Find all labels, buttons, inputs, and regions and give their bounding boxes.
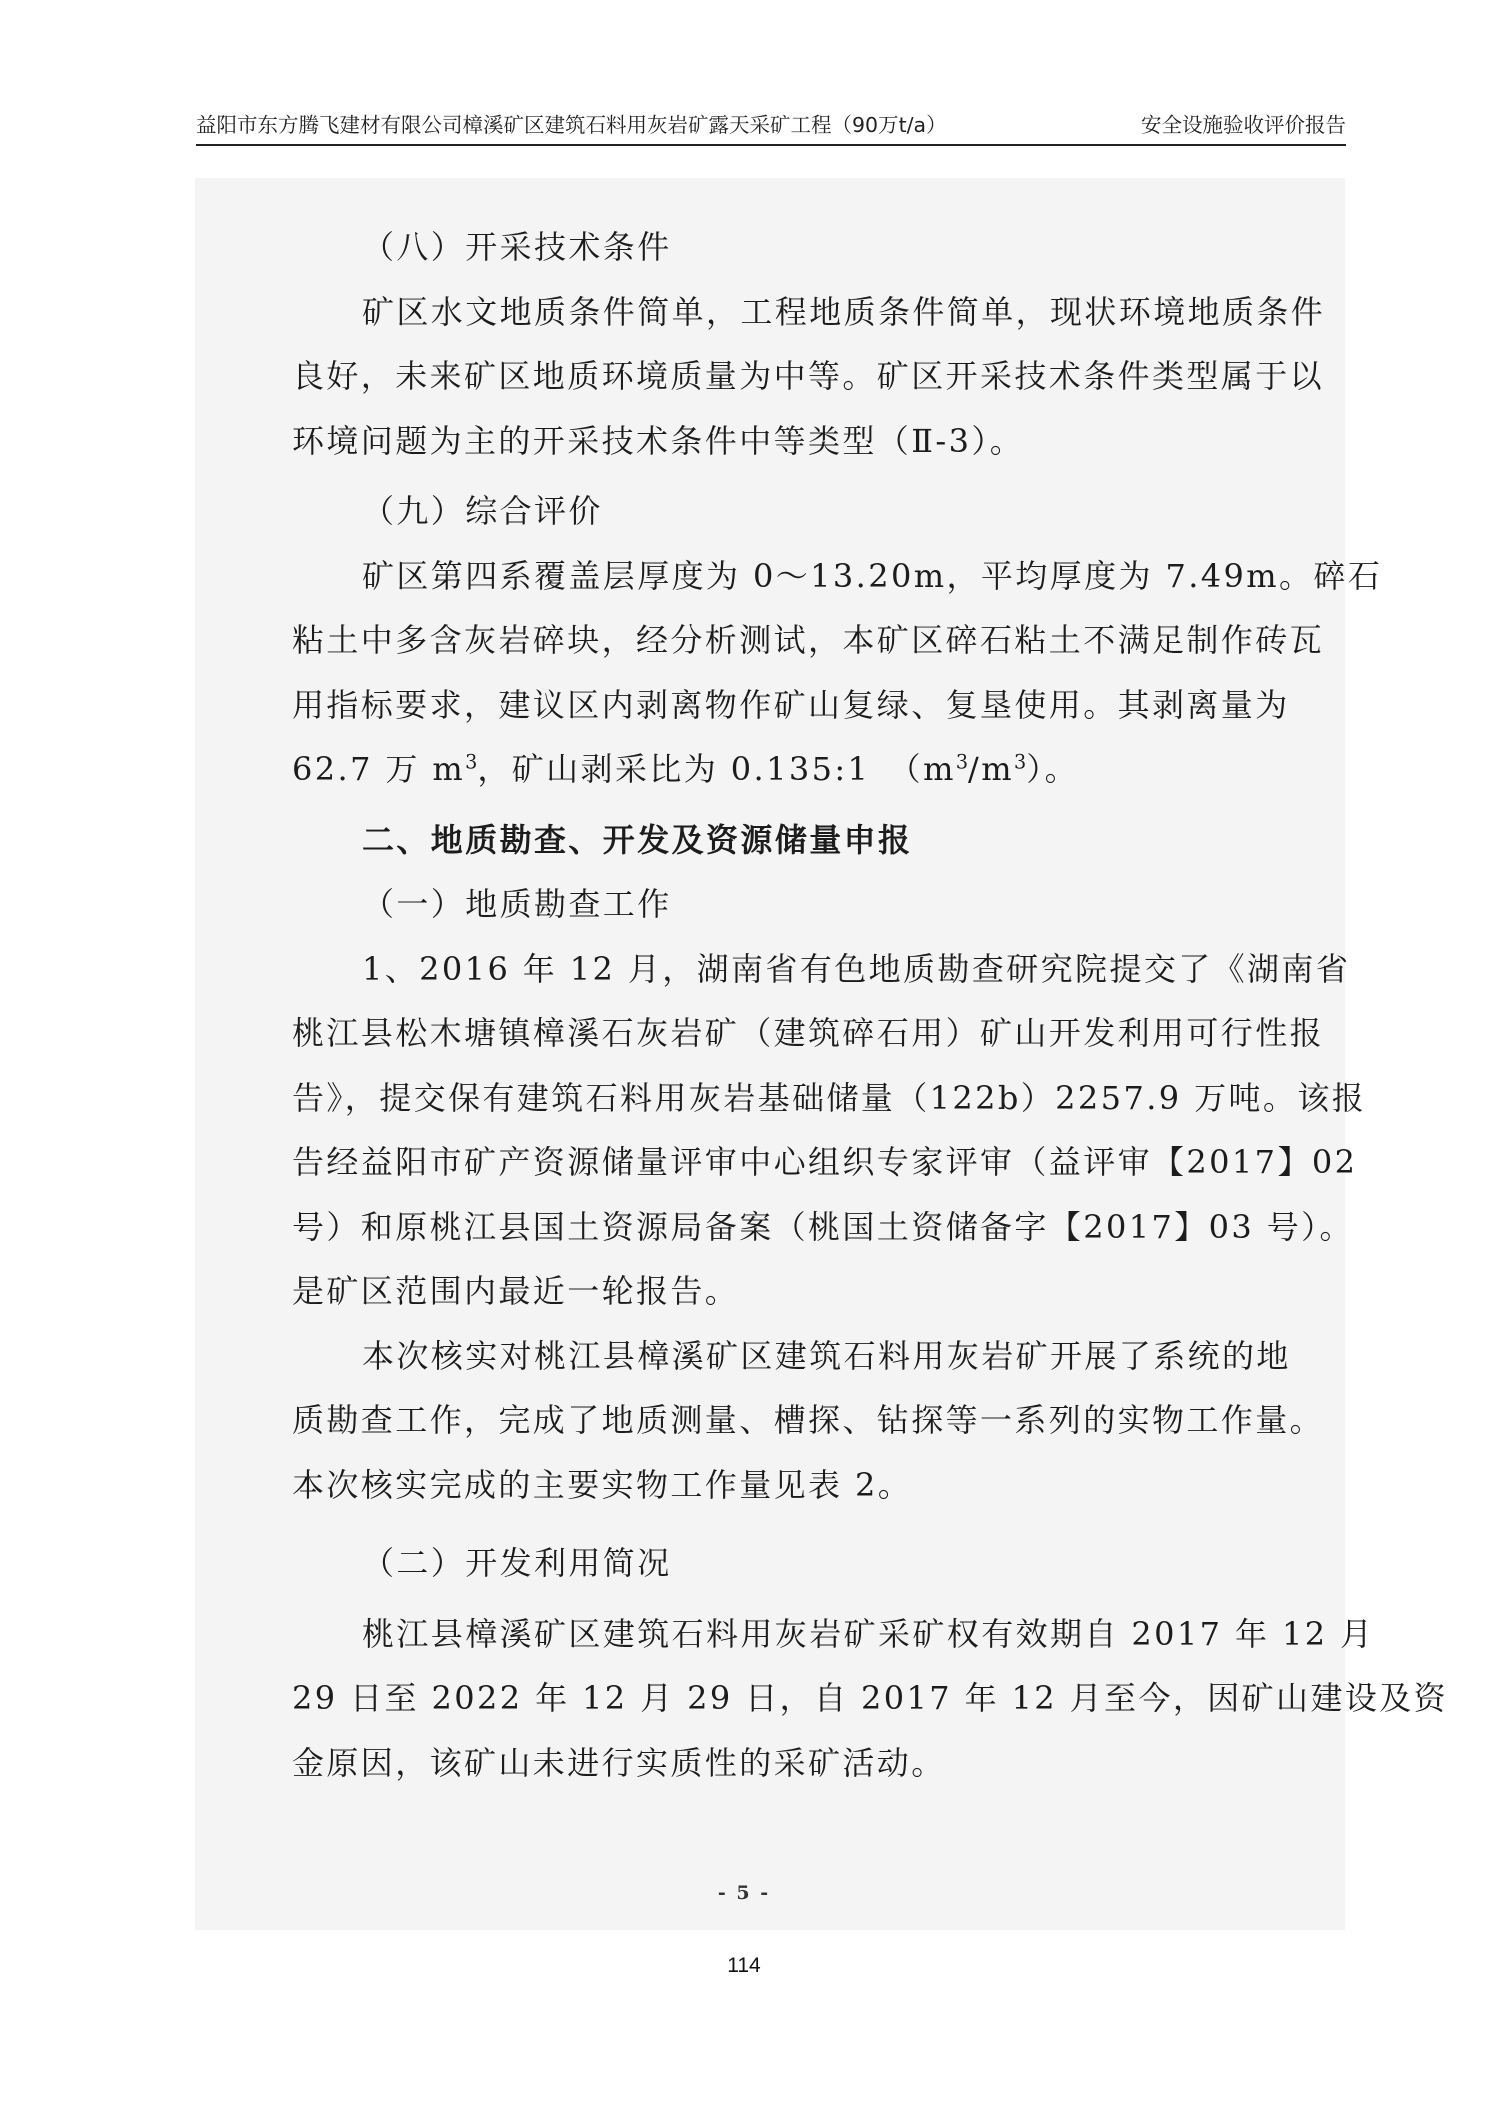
text-line: 本次核实对桃江县樟溪矿区建筑石料用灰岩矿开展了系统的地: [362, 1336, 1291, 1375]
section-9-heading: （九）综合评价: [362, 492, 603, 530]
text-line: 告》，提交保有建筑石料用灰岩基础储量（122b）2257.9 万吨。该报: [292, 1078, 1367, 1117]
text-line: 1、2016 年 12 月，湖南省有色地质勘查研究院提交了《湖南省: [362, 949, 1351, 988]
superscript: 3: [465, 750, 478, 774]
subsection-1-heading: （一）地质勘查工作: [362, 885, 672, 923]
superscript: 3: [955, 750, 969, 774]
subsection-2-paragraph: [292, 1602, 1449, 1796]
header-report-type: 安全设施验收评价报告: [1141, 113, 1346, 137]
text-line: 质勘查工作，完成了地质测量、槽探、钻探等一系列的实物工作量。: [292, 1401, 1325, 1439]
text-fragment: ）。: [1026, 750, 1080, 788]
text-line: 矿区水文地质条件简单，工程地质条件简单，现状环境地质条件: [362, 292, 1326, 331]
text-line: 29 日至 2022 年 12 月 29 日，自 2017 年 12 月至今，因矿山建设及资: [292, 1679, 1449, 1717]
document-page-number: 114: [727, 1954, 761, 1977]
text-fragment: 62.7 万 m: [292, 750, 466, 788]
text-line: 本次核实完成的主要实物工作量见表 2。: [292, 1465, 913, 1504]
text-line: 桃江县樟溪矿区建筑石料用灰岩矿采矿权有效期自 2017 年 12 月: [362, 1614, 1375, 1653]
part-2-heading: 二、地质勘查、开发及资源储量申报: [362, 820, 913, 859]
section-8-heading: （八）开采技术条件: [362, 228, 672, 266]
text-line: 桃江县松木塘镇樟溪石灰岩矿（建筑碎石用）矿山开发利用可行性报: [292, 1014, 1325, 1052]
text-line: 环境问题为主的开采技术条件中等类型（Ⅱ-3）。: [292, 421, 1025, 460]
superscript: 3: [1013, 750, 1027, 774]
text-line: 告经益阳市矿产资源储量评审中心组织专家评审（益评审【2017】02: [292, 1143, 1358, 1181]
section-8-paragraph: [292, 280, 1326, 474]
text-fragment: /m: [968, 750, 1014, 788]
running-header: [196, 104, 1346, 146]
text-fragment: ，矿山剥采比为 0.135:1 （m: [477, 750, 956, 788]
document-body: [292, 215, 1449, 1795]
subsection-1-paragraph-2: [292, 1324, 1325, 1518]
text-line: 矿区第四系覆盖层厚度为 0～13.20m，平均厚度为 7.49m。碎石: [362, 556, 1383, 595]
page-number: - 5 -: [717, 1882, 771, 1904]
section-9-paragraph: [292, 544, 1383, 802]
text-line: 用指标要求，建议区内剥离物作矿山复绿、复垦使用。其剥离量为: [292, 685, 1290, 724]
header-project-title: 益阳市东方腾飞建材有限公司樟溪矿区建筑石料用灰岩矿露天采矿工程（90万t/a）: [196, 113, 947, 137]
text-line: 是矿区范围内最近一轮报告。: [292, 1272, 740, 1310]
text-line: 粘土中多含灰岩碎块，经分析测试，本矿区碎石粘土不满足制作砖瓦: [292, 621, 1325, 659]
text-line-stripping-ratio: [292, 737, 1292, 802]
subsection-2-heading: （二）开发利用简况: [362, 1544, 672, 1582]
text-line: 良好，未来矿区地质环境质量为中等。矿区开采技术条件类型属于以: [292, 357, 1325, 395]
subsection-1-paragraph-1: [292, 937, 1367, 1324]
text-line: 金原因，该矿山未进行实质性的采矿活动。: [292, 1743, 946, 1782]
text-line: 号）和原桃江县国土资源局备案（桃国土资储备字【2017】03 号）。: [292, 1207, 1354, 1246]
